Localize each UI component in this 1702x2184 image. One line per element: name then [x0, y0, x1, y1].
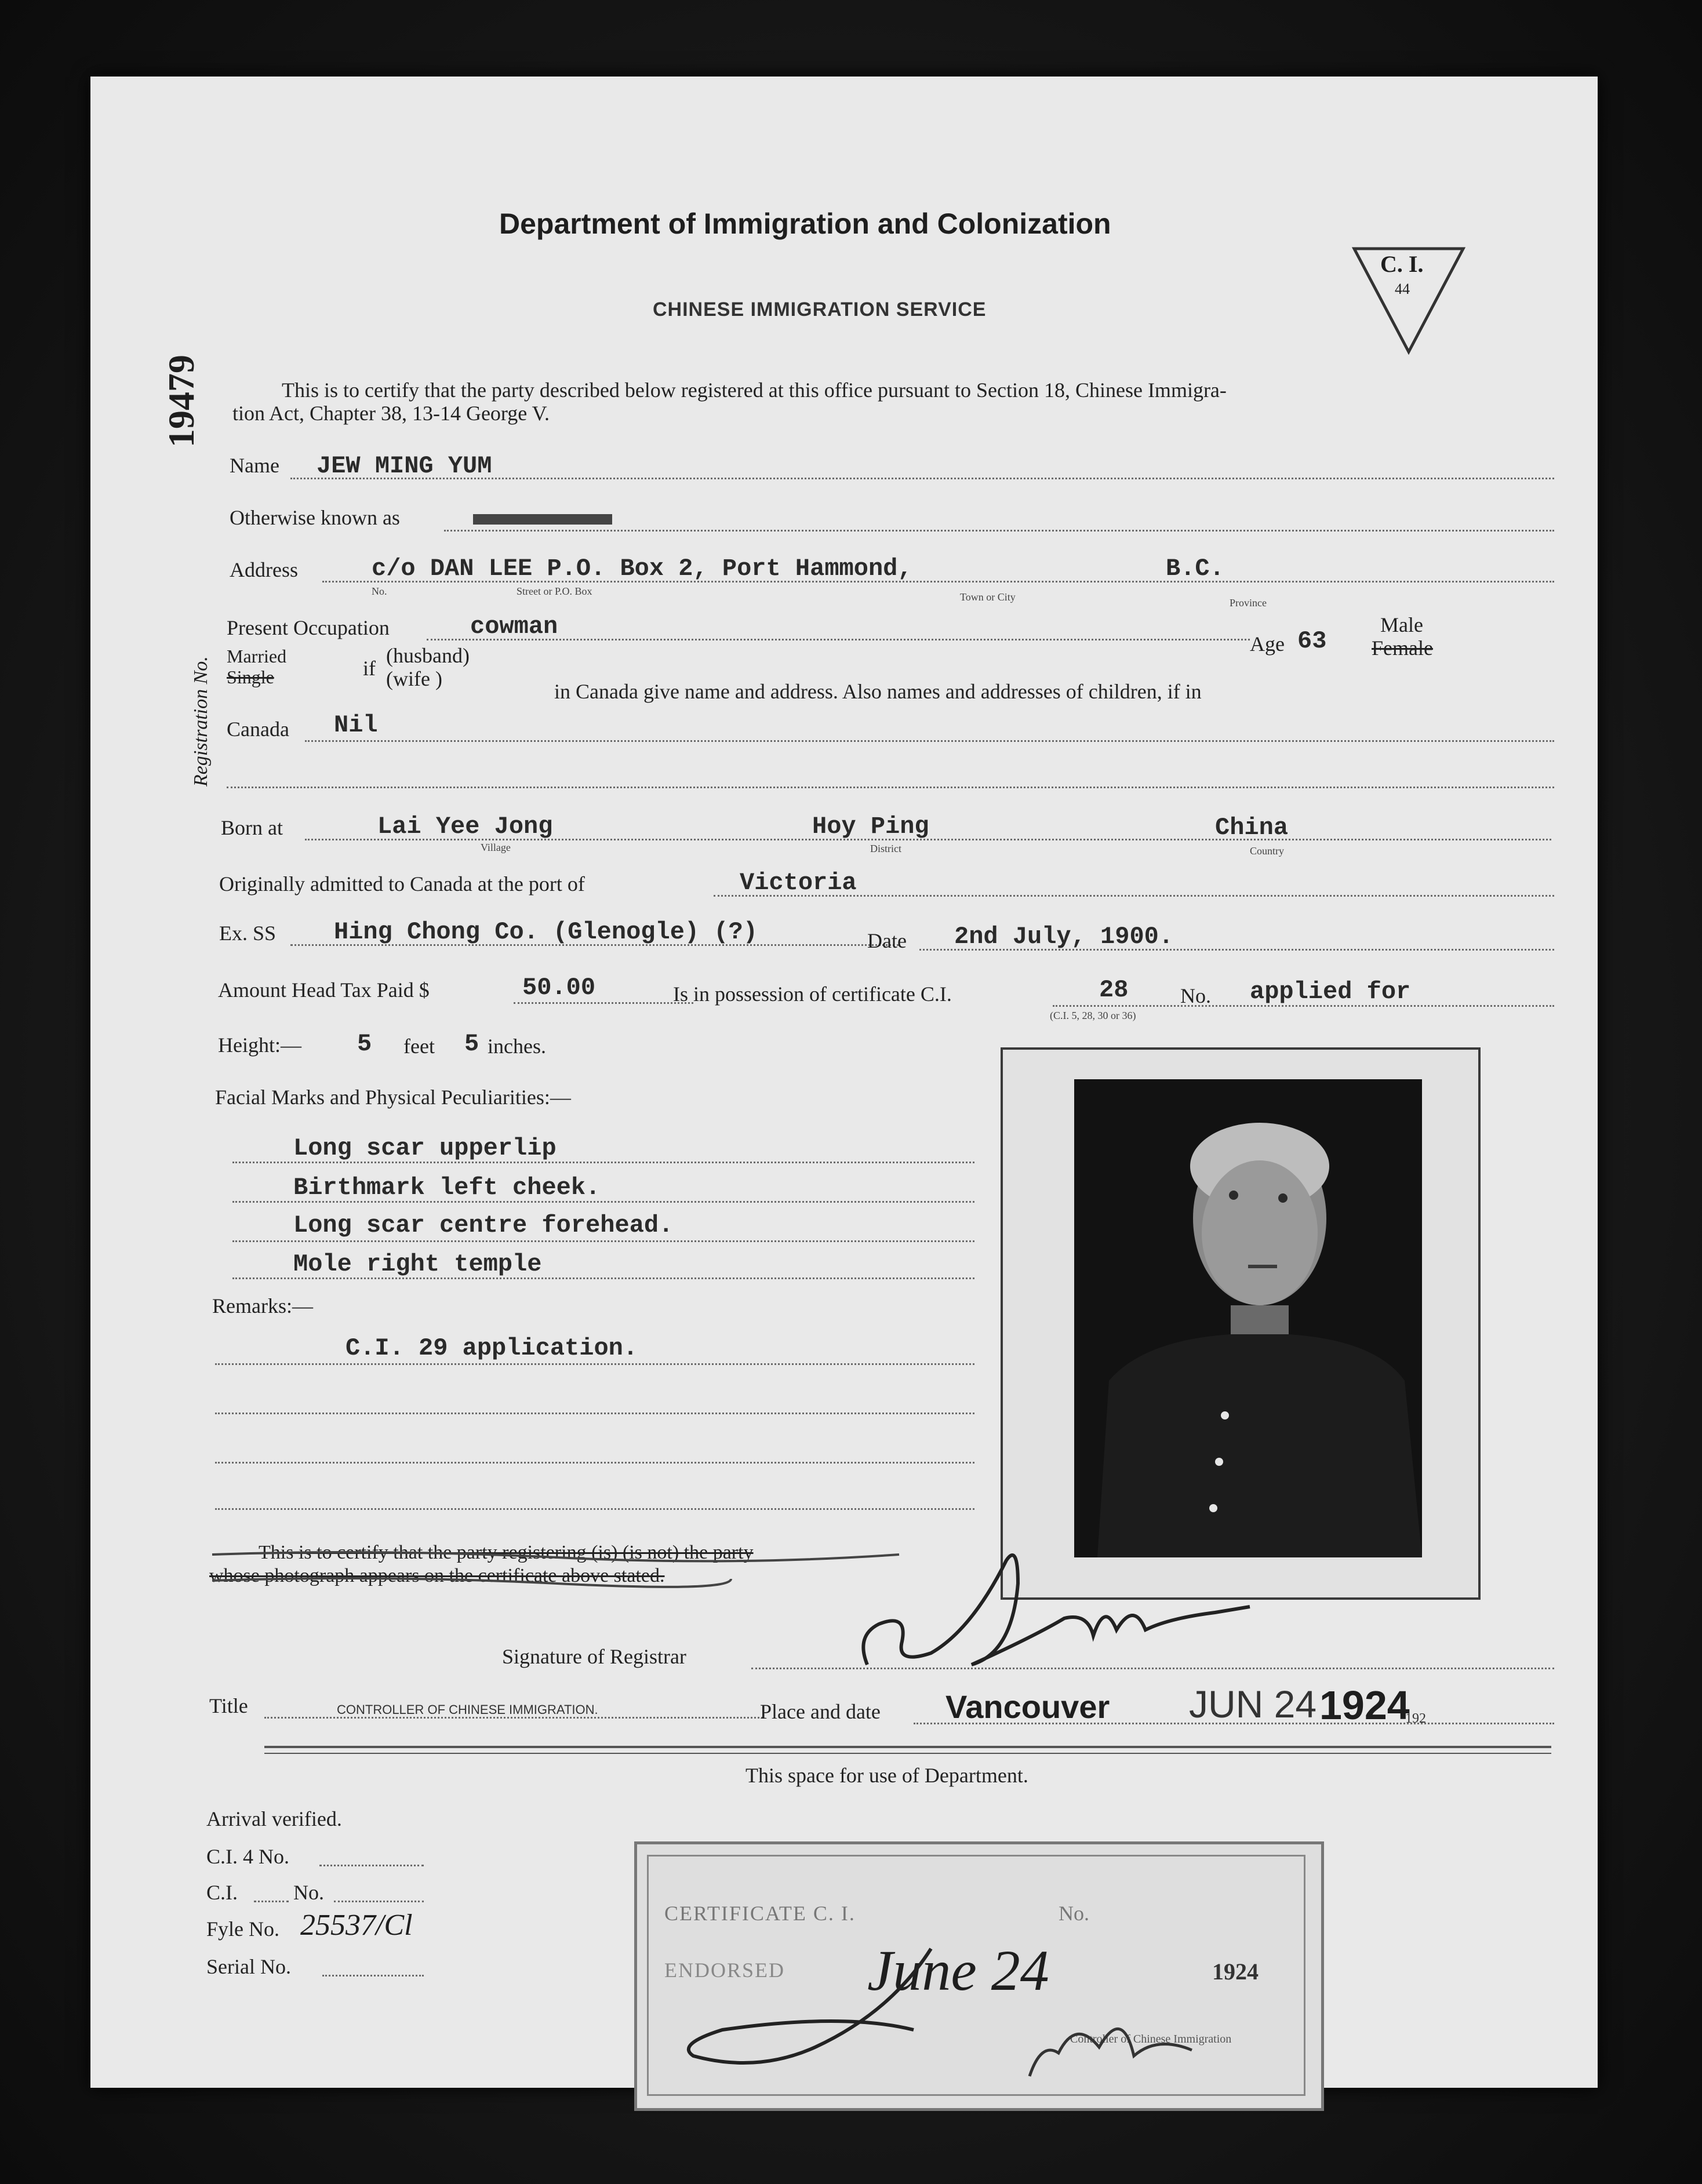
remarks-value: C.I. 29 application.: [346, 1334, 638, 1362]
address-sub-no: No.: [372, 585, 387, 597]
port-label: Originally admitted to Canada at the port of: [219, 872, 585, 896]
canada-text: in Canada give name and address. Also names and addresses of children, if in: [554, 680, 1202, 703]
stamp-certificate: CERTIFICATE C. I.: [664, 1902, 856, 1925]
applicant-photograph: [1074, 1079, 1422, 1557]
born-sub-district: District: [870, 843, 901, 854]
feet-label: feet: [403, 1035, 435, 1058]
stamp-year: 1924: [1212, 1959, 1259, 1985]
occupation-label: Present Occupation: [227, 616, 390, 639]
ship-value: Hing Chong Co. (Glenogle) (?): [334, 918, 758, 946]
marks-label: Facial Marks and Physical Peculiarities:—: [215, 1086, 571, 1109]
height-inches: 5: [464, 1030, 479, 1058]
remarks-label: Remarks:—: [212, 1294, 313, 1317]
address-sub-town: Town or City: [960, 591, 1016, 603]
year-suffix: 192: [1405, 1711, 1426, 1726]
certify-line-2: tion Act, Chapter 38, 13-14 George V.: [232, 402, 550, 425]
husband-label: (husband): [386, 644, 470, 667]
mark-1: Long scar upperlip: [293, 1134, 557, 1162]
wife-label: (wife ): [386, 667, 442, 690]
name-value: JEW MING YUM: [317, 452, 492, 480]
ci-value: 28: [1099, 976, 1129, 1004]
sex-male: Male: [1380, 613, 1423, 636]
age-value: 63: [1297, 627, 1327, 655]
born-sub-country: Country: [1250, 845, 1285, 857]
serial-label: Serial No.: [206, 1955, 291, 1978]
inches-label: inches.: [488, 1035, 546, 1058]
born-village: Lai Yee Jong: [377, 813, 553, 840]
address-value: c/o DAN LEE P.O. Box 2, Port Hammond,: [372, 555, 912, 583]
born-sub-village: Village: [481, 842, 511, 853]
department-use-label: This space for use of Department.: [745, 1764, 1028, 1787]
footer-certify-1: This is to certify that the party registering (is) (is not) the party: [259, 1542, 754, 1563]
registration-label: Registration No.: [190, 656, 212, 787]
occupation-value: cowman: [470, 613, 558, 640]
place-value: Vancouver: [945, 1688, 1110, 1725]
address-sub-street: Street or P.O. Box: [517, 585, 592, 597]
strike-scribble: [209, 1537, 905, 1595]
registration-number: 19479: [161, 355, 202, 447]
place-label: Place and date: [760, 1700, 881, 1723]
mark-3: Long scar centre forehead.: [293, 1211, 674, 1239]
otherwise-label: Otherwise known as: [230, 506, 400, 529]
signature-label: Signature of Registrar: [502, 1645, 686, 1668]
form-code-line1: C. I.: [1380, 251, 1424, 277]
registrar-signature: [844, 1549, 1261, 1688]
date-label: Date: [867, 929, 907, 952]
born-country: China: [1215, 814, 1289, 842]
fyle-value: 25537/Cl: [300, 1909, 413, 1942]
address-province: B.C.: [1166, 555, 1224, 583]
stamp-handwritten-date: June 24: [867, 1938, 1049, 2003]
title-value: CONTROLLER OF CHINESE IMMIGRATION.: [337, 1702, 598, 1717]
portrait-image: [1074, 1079, 1422, 1557]
age-label: Age: [1250, 632, 1285, 656]
single-label: Single: [227, 667, 274, 687]
port-value: Victoria: [740, 869, 857, 897]
otherwise-struck-out: [473, 514, 612, 525]
name-label: Name: [230, 454, 279, 477]
stamp-no: No.: [1059, 1902, 1089, 1925]
if-label: if: [363, 657, 376, 680]
mark-2: Birthmark left cheek.: [293, 1174, 601, 1202]
ship-label: Ex. SS: [219, 922, 277, 945]
height-feet: 5: [357, 1030, 372, 1058]
born-district: Hoy Ping: [812, 813, 929, 840]
height-label: Height:—: [218, 1033, 301, 1057]
stamp-controller: Controller of Chinese Immigration: [1070, 2033, 1232, 2045]
date-value: 2nd July, 1900.: [954, 923, 1174, 951]
date-stamp: JUN 24: [1189, 1683, 1317, 1726]
married-label: Married: [227, 646, 287, 667]
footer-certify-2: whose photograph appears on the certificate above stated.: [209, 1565, 665, 1586]
footer-rule-2: [264, 1753, 1551, 1754]
headtax-label: Amount Head Tax Paid $: [218, 978, 430, 1002]
sex-female: Female: [1372, 636, 1433, 660]
ci-no-label: No.: [293, 1881, 324, 1904]
mark-4: Mole right temple: [293, 1250, 542, 1278]
ci-sub-note: (C.I. 5, 28, 30 or 36): [1050, 1010, 1136, 1021]
canada-value: Nil: [334, 711, 378, 739]
no-label: No.: [1180, 984, 1211, 1007]
department-heading: Department of Immigration and Colonization: [499, 208, 1111, 240]
ci-label: C.I.: [206, 1881, 238, 1904]
stamp-signature: [670, 1931, 1308, 2082]
headtax-value: 50.00: [522, 974, 596, 1002]
arrival-verified: Arrival verified.: [206, 1807, 342, 1830]
form-code-line2: 44: [1395, 281, 1410, 297]
footer-rule-1: [264, 1746, 1551, 1748]
ci4-label: C.I. 4 No.: [206, 1845, 289, 1868]
stamp-endorsed: ENDORSED: [664, 1959, 785, 1982]
born-label: Born at: [221, 816, 283, 839]
fyle-label: Fyle No.: [206, 1917, 279, 1941]
registration-form: [90, 77, 1598, 2088]
address-label: Address: [230, 558, 298, 581]
possession-label: Is in possession of certificate C.I.: [673, 982, 952, 1006]
no-value: applied for: [1250, 978, 1411, 1006]
year-stamp: 1924: [1319, 1683, 1410, 1728]
certify-line-1: This is to certify that the party described below registered at this office pursuant to Section 18, Chinese Immigra-: [282, 378, 1227, 402]
address-sub-province: Province: [1230, 597, 1267, 609]
title-label: Title: [209, 1694, 248, 1717]
canada-label: Canada: [227, 718, 289, 741]
service-heading: CHINESE IMMIGRATION SERVICE: [653, 299, 987, 321]
